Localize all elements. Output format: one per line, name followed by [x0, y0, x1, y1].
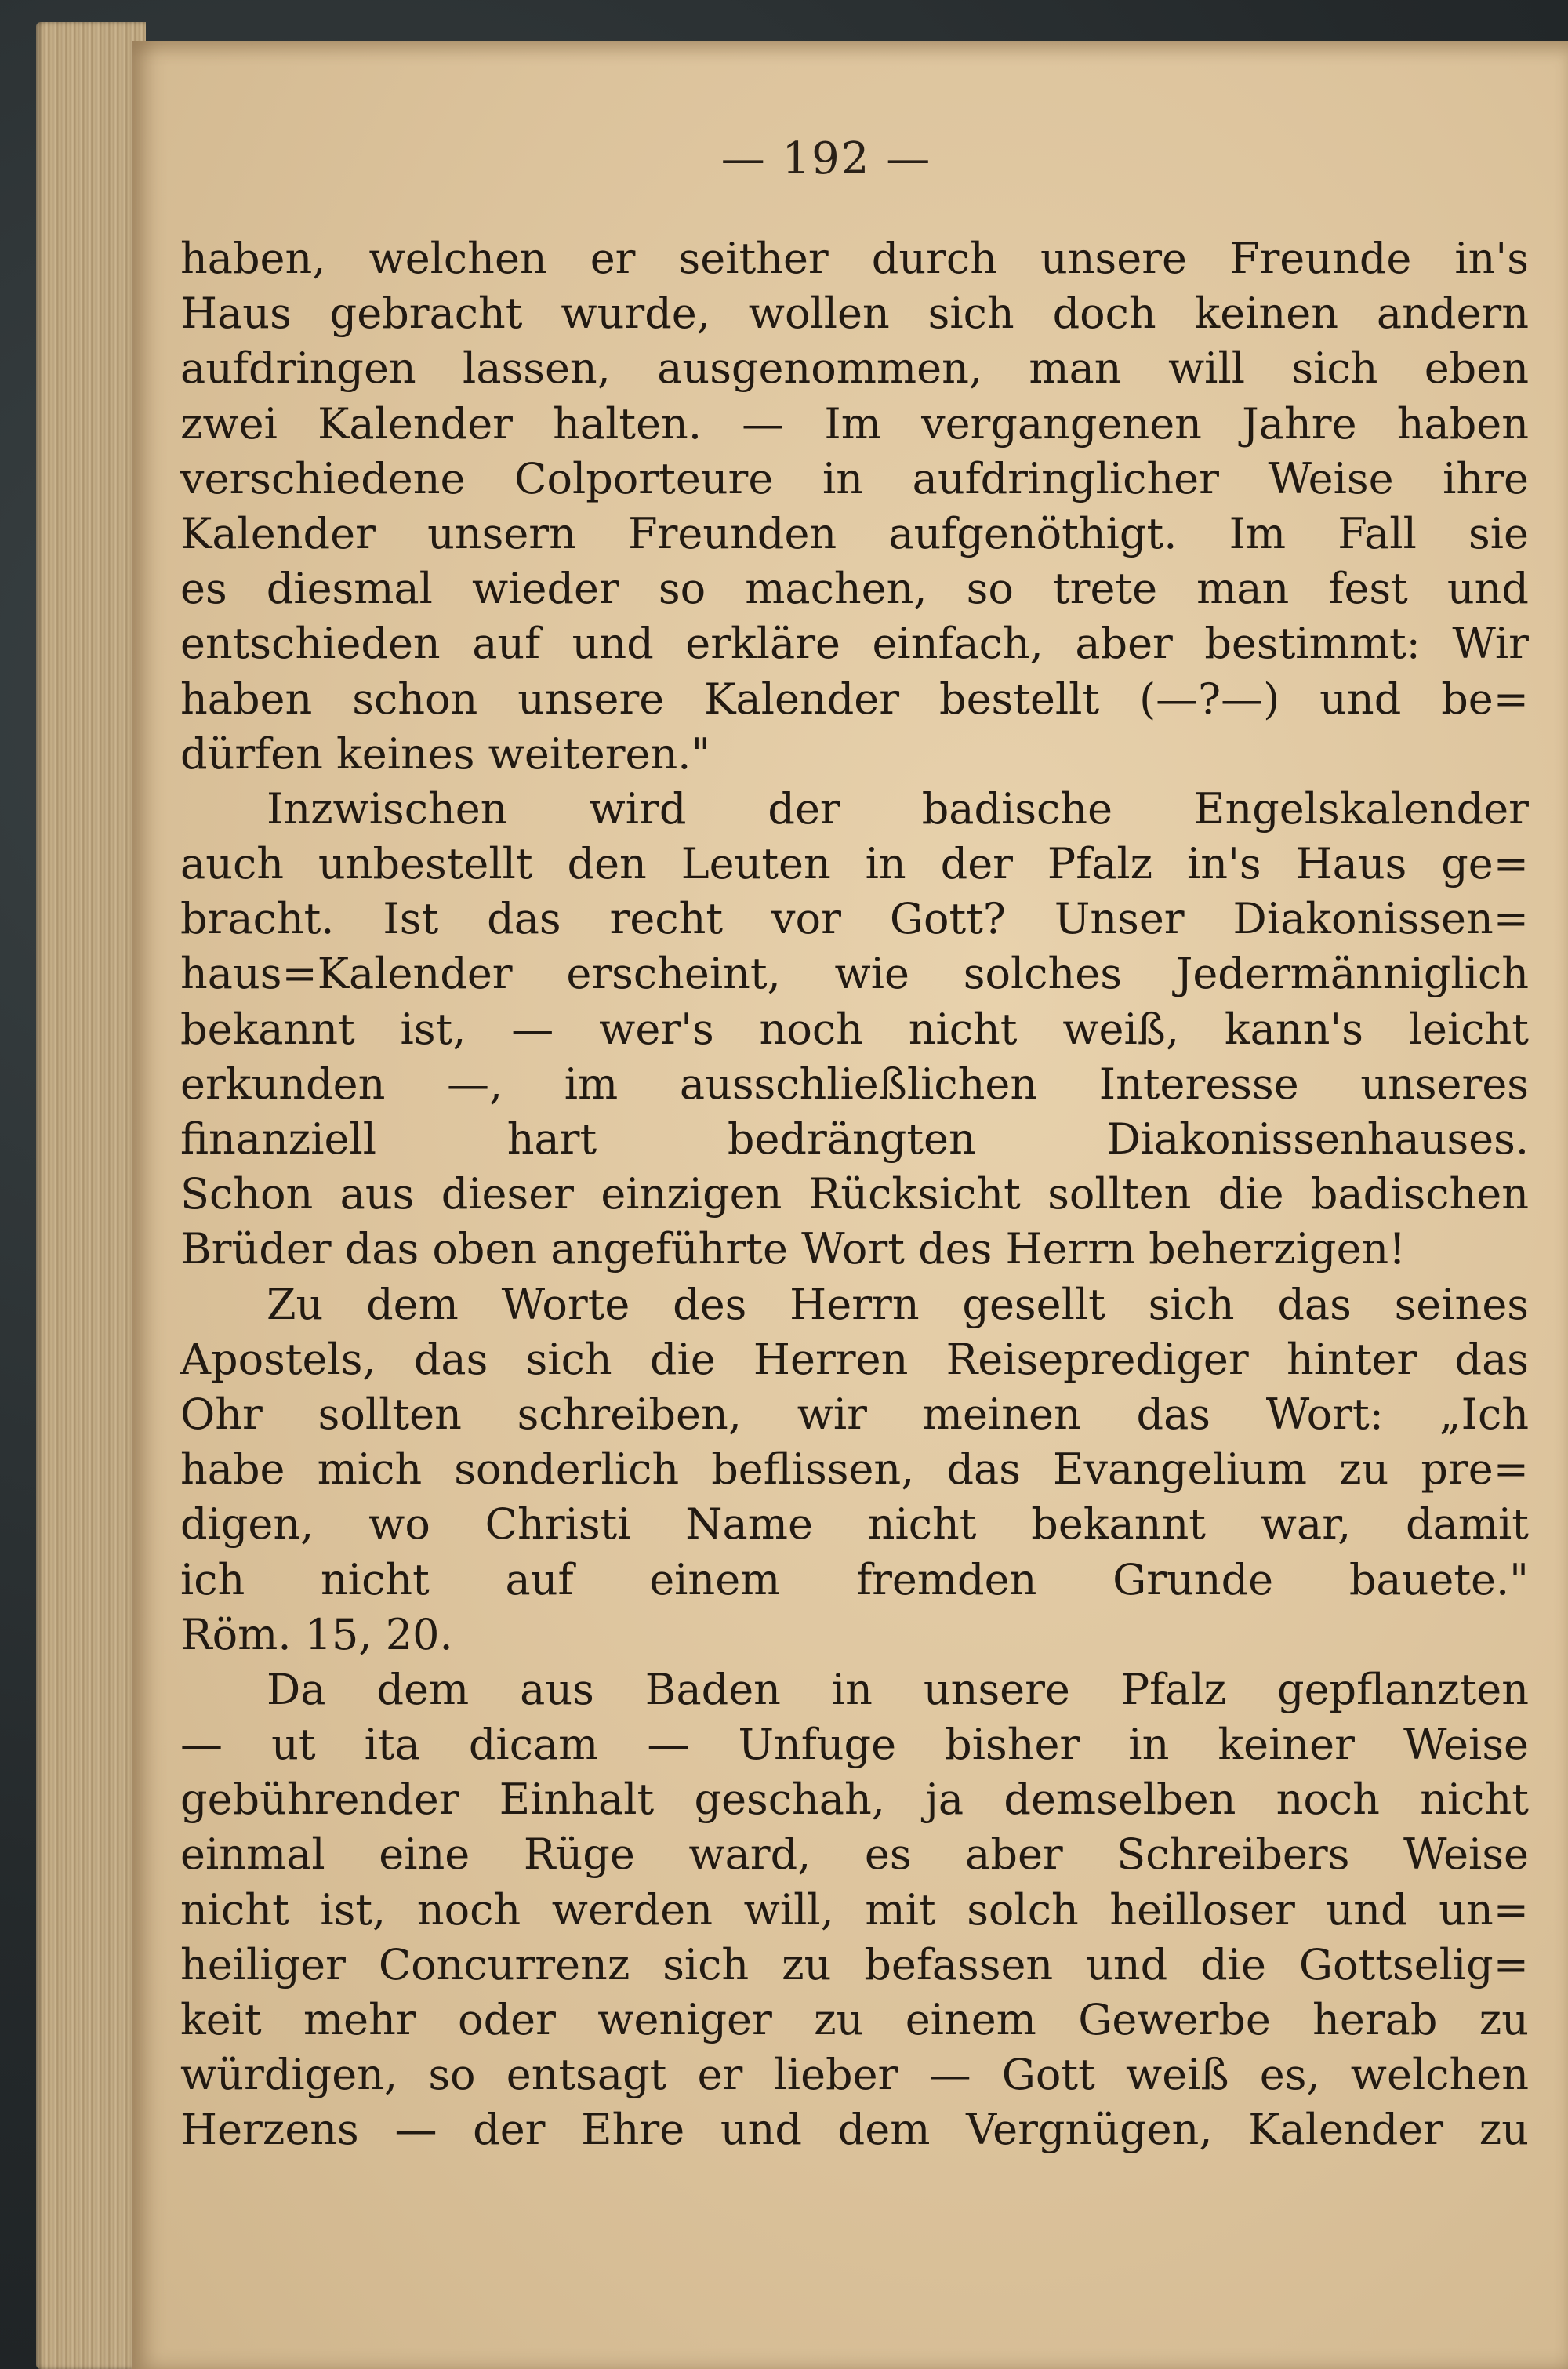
text-line: ich nicht auf einem fremden Grunde bauete.": [180, 1554, 1529, 1604]
text-line: erkunden —, im ausschließlichen Interesse unseres: [180, 1059, 1529, 1109]
text-line: entschieden auf und erkläre einfach, aber bestimmt: Wir: [180, 619, 1529, 669]
text-line: haben schon unsere Kalender bestellt (—?—) und be=: [180, 674, 1529, 724]
text-line: einmal eine Rüge ward, es aber Schreibers Weise: [180, 1829, 1529, 1880]
text-line: gebührender Einhalt geschah, ja demselben noch nicht: [180, 1775, 1529, 1825]
text-line: auch unbestellt den Leuten in der Pfalz in's Haus ge=: [180, 839, 1529, 889]
text-line: haben, welchen er seither durch unsere Freunde in's: [180, 234, 1529, 283]
text-line: keit mehr oder weniger zu einem Gewerbe herab zu: [180, 1995, 1529, 2044]
text-line: würdigen, so entsagt er lieber — Gott weiß es, welchen: [180, 2050, 1529, 2100]
text-line: Zu dem Worte des Herrn gesellt sich das seines: [267, 1279, 1529, 1329]
text-line: digen, wo Christi Name nicht bekannt war, damit: [180, 1499, 1529, 1550]
text-line: Haus gebracht wurde, wollen sich doch keinen andern: [180, 289, 1529, 339]
text-line: es diesmal wieder so machen, so trete man fest und: [180, 564, 1529, 614]
text-line: aufdringen lassen, ausgenommen, man will sich eben: [180, 343, 1529, 394]
text-line: Herzens — der Ehre und dem Vergnügen, Kalender zu: [180, 2105, 1529, 2155]
text-line: — ut ita dicam — Unfuge bisher in keiner Weise: [180, 1720, 1529, 1770]
text-line: haus=Kalender erscheint, wie solches Jedermänniglich: [180, 949, 1529, 999]
text-line: habe mich sonderlich beflissen, das Evangelium zu pre=: [180, 1444, 1529, 1495]
text-line: Ohr sollten schreiben, wir meinen das Wort: „Ich: [180, 1389, 1529, 1439]
text-line: bekannt ist, — wer's noch nicht weiß, kann's leicht: [180, 1004, 1529, 1054]
text-line: Kalender unsern Freunden aufgenöthigt. Im Fall sie: [180, 508, 1529, 558]
text-line: Schon aus dieser einzigen Rücksicht sollten die badischen: [180, 1169, 1529, 1219]
text-line: dürfen keines weiteren.": [180, 729, 711, 779]
text-line: heiliger Concurrenz sich zu befassen und die Gottselig=: [180, 1939, 1529, 1989]
text-line: zwei Kalender halten. — Im vergangenen Jahre haben: [180, 398, 1529, 449]
text-line: bracht. Ist das recht vor Gott? Unser Diakonissen=: [180, 894, 1529, 944]
text-line: nicht ist, noch werden will, mit solch heilloser und un=: [180, 1884, 1529, 1935]
text-line: Da dem aus Baden in unsere Pfalz gepflanzten: [267, 1664, 1529, 1714]
text-line: Röm. 15, 20.: [180, 1609, 453, 1659]
text-line: Brüder das oben angeführte Wort des Herrn beherzigen!: [180, 1224, 1406, 1274]
text-line: finanziell hart bedrängten Diakonissenhauses.: [180, 1114, 1529, 1164]
text-line: verschiedene Colporteure in aufdringlicher Weise ihre: [180, 453, 1529, 503]
page-number: — 192 —: [720, 133, 932, 184]
text-line: Apostels, das sich die Herren Reiseprediger hinter das: [180, 1334, 1529, 1384]
page-edges: [36, 22, 146, 2369]
text-line: Inzwischen wird der badische Engelskalender: [267, 783, 1529, 834]
body-text: [180, 231, 1529, 2158]
